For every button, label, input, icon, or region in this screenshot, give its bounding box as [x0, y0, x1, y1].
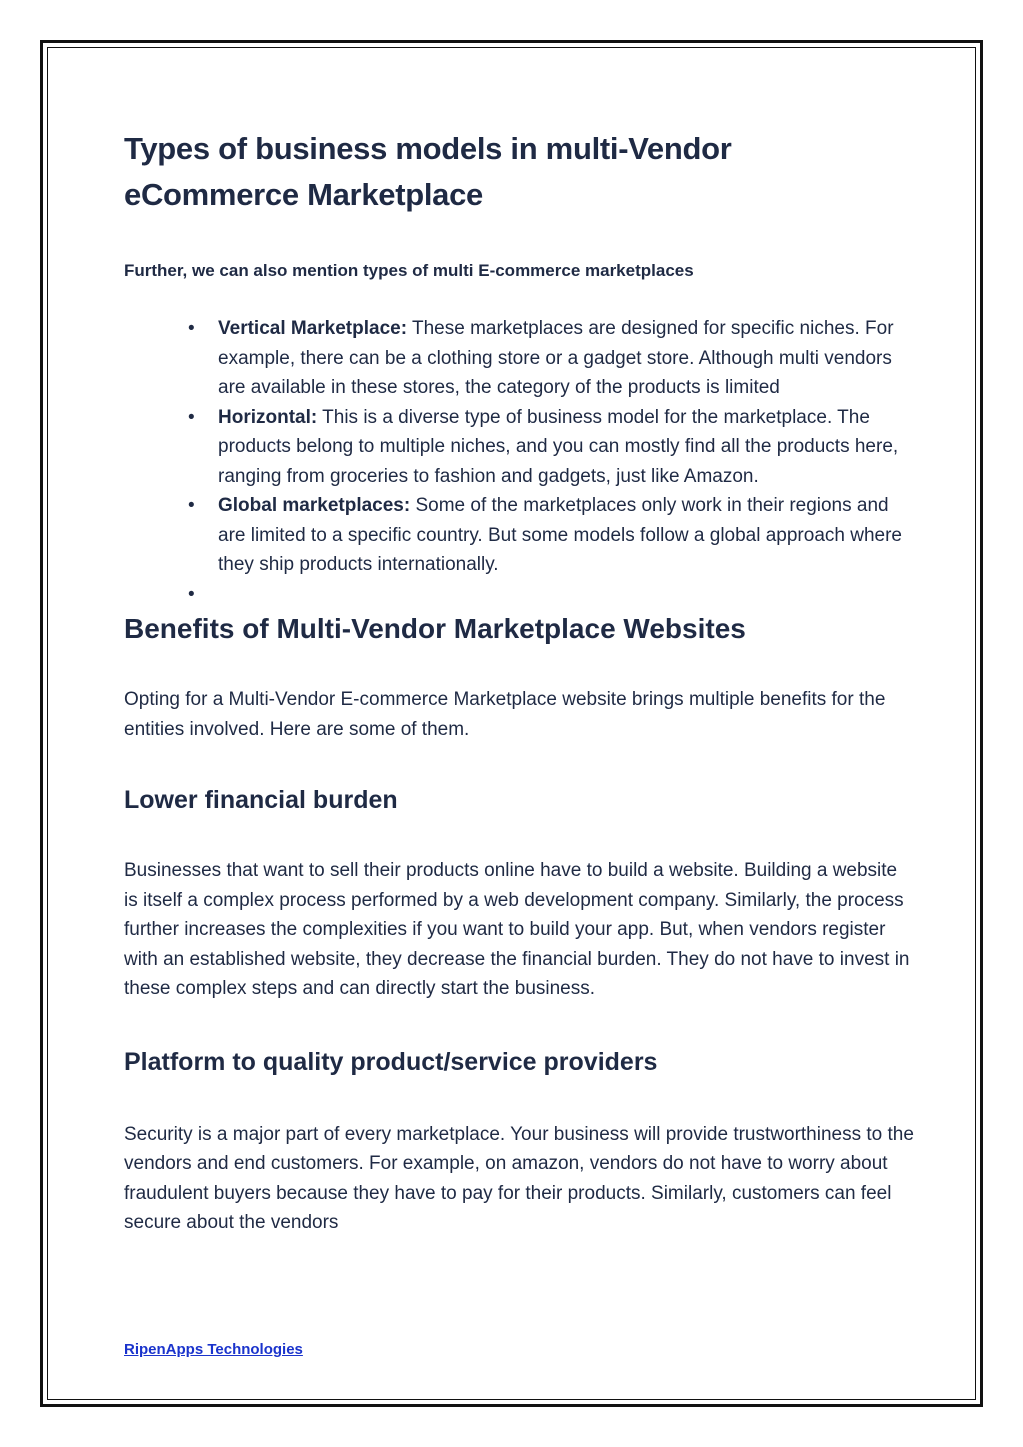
document-title: Types of business models in multi-Vendor eCommerce Marketplace — [124, 131, 732, 212]
platform-heading: Platform to quality product/service providers — [124, 1047, 658, 1076]
platform-text: Security is a major part of every marketplace. Your business will provide trustworthiness to the vendors and end customers. For example, on amazon, vendors do not have to worry about fraudulent buyers because they have to pay for their products. Similarly, customers can feel secure about the vendors — [124, 1123, 914, 1233]
section-subtitle: Further, we can also mention types of multi E-commerce marketplaces — [124, 261, 694, 280]
list-item — [188, 314, 914, 403]
list-item-term: Vertical Marketplace: — [218, 318, 408, 339]
document-content — [124, 126, 914, 1238]
lower-burden-heading: Lower financial burden — [124, 786, 398, 814]
list-item-term: Global marketplaces: — [218, 495, 411, 516]
list-item-empty — [188, 580, 914, 610]
list-item — [188, 491, 914, 580]
marketplace-types-list — [124, 314, 914, 609]
bullet-icon: • — [188, 495, 195, 516]
bullet-icon: • — [188, 406, 195, 428]
footer-company-link[interactable]: RipenApps Technologies — [124, 1341, 303, 1358]
list-item-text: Some of the marketplaces only work in their regions and are limited to a specific country. But some models follow a global approach where they ship products internationally. — [218, 495, 902, 575]
bullet-icon: • — [188, 318, 195, 339]
benefits-heading: Benefits of Multi-Vendor Marketplace Websites — [124, 613, 746, 644]
bullet-icon: • — [188, 583, 195, 605]
list-item — [188, 403, 914, 492]
list-item-text: These marketplaces are designed for specific niches. For example, there can be a clothing store or a gadget store. Although multi vendors are available in these stores, the category of the products is limited — [218, 318, 894, 398]
lower-burden-text: Businesses that want to sell their products online have to build a website. Building a website is itself a complex process performed by a web development company. Similarly, the process further increases the complexities if you want to build your app. But, when vendors register with an established website, they decrease the financial burden. They do not have to invest in these complex steps and can directly start the business. — [124, 860, 910, 999]
list-item-text: This is a diverse type of business model for the marketplace. The products belong to multiple niches, and you can mostly find all the products here, ranging from groceries to fashion and gadgets, just like Amazon. — [218, 406, 899, 487]
list-item-term: Horizontal: — [218, 406, 318, 428]
benefits-intro: Opting for a Multi-Vendor E-commerce Marketplace website brings multiple benefits for the entities involved. Here are some of them. — [124, 689, 886, 740]
